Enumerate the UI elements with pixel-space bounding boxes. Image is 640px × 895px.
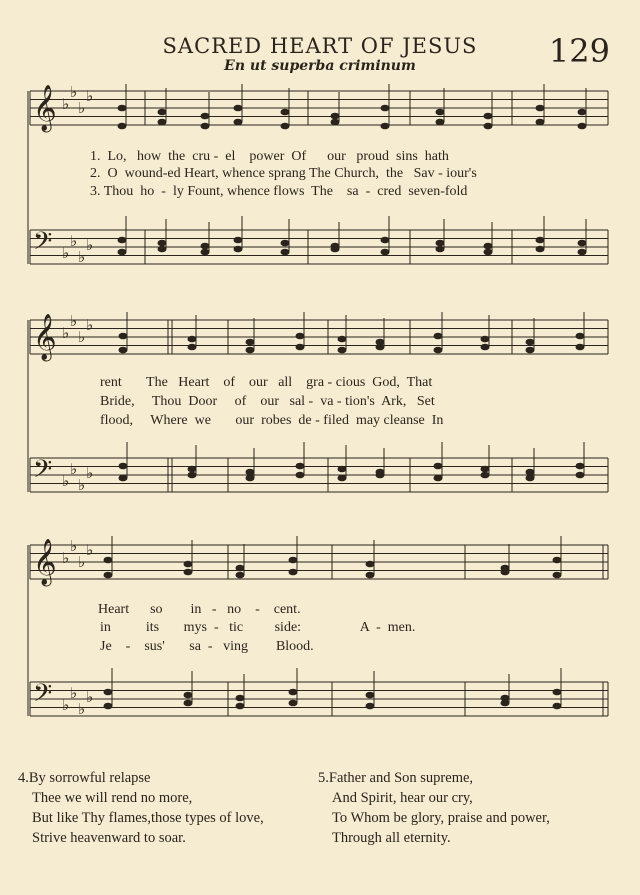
- notehead: [436, 119, 445, 126]
- lyric-line: 1. Lo, how the cru - el power Of our proud sins hath: [90, 149, 449, 164]
- notehead: [434, 347, 443, 354]
- flat-icon: ♭: [86, 87, 94, 105]
- notehead: [553, 689, 562, 696]
- notehead: [158, 119, 167, 126]
- notehead: [576, 333, 585, 340]
- notehead: [246, 347, 255, 354]
- notehead: [296, 472, 305, 479]
- notehead: [289, 700, 298, 707]
- flat-icon: ♭: [78, 476, 86, 494]
- verse-line: But like Thy flames,those types of love,: [32, 810, 264, 826]
- notehead: [331, 113, 340, 120]
- flat-icon: ♭: [62, 549, 70, 567]
- notehead: [553, 557, 562, 564]
- verse-4: [18, 768, 264, 848]
- notehead: [434, 463, 443, 470]
- notehead: [436, 109, 445, 116]
- notehead: [234, 237, 243, 244]
- notehead: [338, 475, 347, 482]
- notehead: [188, 336, 197, 343]
- notehead: [526, 475, 535, 482]
- notehead: [104, 572, 113, 579]
- notehead: [576, 472, 585, 479]
- notehead: [184, 569, 193, 576]
- notehead: [331, 246, 340, 253]
- notehead: [436, 240, 445, 247]
- notehead: [576, 463, 585, 470]
- page-number: 129: [548, 32, 610, 70]
- notehead: [381, 123, 390, 130]
- flat-icon: ♭: [62, 244, 70, 262]
- notehead: [201, 113, 210, 120]
- verse-line: 5.Father and Son supreme,: [318, 770, 474, 786]
- notehead: [188, 344, 197, 351]
- flat-icon: ♭: [62, 472, 70, 490]
- verse-5: [318, 768, 550, 848]
- notehead: [536, 105, 545, 112]
- flat-icon: ♭: [62, 95, 70, 113]
- flat-icon: ♭: [70, 83, 78, 101]
- notehead: [553, 703, 562, 710]
- notehead: [536, 119, 545, 126]
- notehead: [526, 339, 535, 346]
- notehead: [436, 246, 445, 253]
- notehead: [578, 249, 587, 256]
- notehead: [281, 123, 290, 130]
- notehead: [296, 463, 305, 470]
- flat-icon: ♭: [78, 700, 86, 718]
- notehead: [188, 472, 197, 479]
- flat-icon: ♭: [70, 232, 78, 250]
- notehead: [281, 240, 290, 247]
- verse-line: 4.By sorrowful relapse: [18, 770, 151, 786]
- notehead: [184, 561, 193, 568]
- notehead: [481, 472, 490, 479]
- treble-clef-icon: 𝄞: [33, 314, 57, 360]
- notehead: [119, 347, 128, 354]
- notehead: [434, 475, 443, 482]
- notehead: [576, 344, 585, 351]
- lyric-line: Heart so in - no - cent.: [98, 602, 301, 617]
- notehead: [119, 333, 128, 340]
- notehead: [104, 703, 113, 710]
- notehead: [118, 237, 127, 244]
- notehead: [234, 105, 243, 112]
- lyric-line: rent The Heart of our all gra - cious God, That: [100, 375, 433, 390]
- notehead: [104, 557, 113, 564]
- notehead: [201, 243, 210, 250]
- notehead: [234, 119, 243, 126]
- notehead: [366, 572, 375, 579]
- notehead: [234, 246, 243, 253]
- notehead: [236, 695, 245, 702]
- notehead: [119, 475, 128, 482]
- flat-icon: ♭: [78, 248, 86, 266]
- notehead: [484, 113, 493, 120]
- flat-icon: ♭: [86, 464, 94, 482]
- flat-icon: ♭: [86, 316, 94, 334]
- flat-icon: ♭: [86, 236, 94, 254]
- notehead: [158, 246, 167, 253]
- lyric-line: 3. Thou ho - ly Fount, whence flows The sa - cred seven-fold: [90, 184, 468, 199]
- notehead: [118, 105, 127, 112]
- bass-clef-icon: 𝄢: [33, 679, 53, 714]
- lyric-line: 2. O wound-ed Heart, whence sprang The Church, the Sav - iour's: [90, 166, 477, 181]
- notehead: [376, 344, 385, 351]
- notehead: [236, 572, 245, 579]
- notehead: [536, 246, 545, 253]
- bass-clef-icon: 𝄢: [33, 455, 53, 490]
- treble-clef-icon: 𝄞: [33, 85, 57, 131]
- notehead: [381, 105, 390, 112]
- treble-clef-icon: 𝄞: [33, 539, 57, 585]
- notehead: [366, 561, 375, 568]
- notehead: [289, 569, 298, 576]
- flat-icon: ♭: [86, 688, 94, 706]
- flat-icon: ♭: [86, 541, 94, 559]
- notehead: [296, 344, 305, 351]
- notehead: [481, 344, 490, 351]
- lyric-line: Je - sus' sa - ving Blood.: [100, 639, 314, 654]
- flat-icon: ♭: [62, 696, 70, 714]
- notehead: [104, 689, 113, 696]
- verse-line: Through all eternity.: [332, 830, 451, 846]
- notehead: [289, 557, 298, 564]
- notehead: [246, 475, 255, 482]
- notehead: [158, 109, 167, 116]
- notehead: [501, 569, 510, 576]
- notehead: [381, 249, 390, 256]
- verse-line: And Spirit, hear our cry,: [332, 790, 473, 806]
- verse-line: To Whom be glory, praise and power,: [332, 810, 550, 826]
- notehead: [484, 249, 493, 256]
- notehead: [119, 463, 128, 470]
- notehead: [338, 347, 347, 354]
- flat-icon: ♭: [70, 460, 78, 478]
- notehead: [434, 333, 443, 340]
- flat-icon: ♭: [78, 553, 86, 571]
- flat-icon: ♭: [62, 324, 70, 342]
- notehead: [338, 466, 347, 473]
- lyric-line: Bride, Thou Door of our sal - va - tion's Ark, Set: [100, 394, 435, 409]
- notehead: [481, 336, 490, 343]
- notehead: [289, 689, 298, 696]
- flat-icon: ♭: [70, 684, 78, 702]
- notehead: [246, 469, 255, 476]
- notehead: [118, 123, 127, 130]
- notehead: [536, 237, 545, 244]
- notehead: [201, 123, 210, 130]
- notehead: [158, 240, 167, 247]
- notehead: [296, 333, 305, 340]
- flat-icon: ♭: [70, 312, 78, 330]
- notehead: [246, 339, 255, 346]
- notehead: [578, 123, 587, 130]
- notehead: [236, 703, 245, 710]
- notehead: [578, 109, 587, 116]
- notehead: [184, 700, 193, 707]
- flat-icon: ♭: [78, 328, 86, 346]
- notehead: [578, 240, 587, 247]
- notehead: [188, 466, 197, 473]
- flat-icon: ♭: [78, 99, 86, 117]
- verse-line: Strive heavenward to soar.: [32, 830, 186, 846]
- hymn-subtitle: En ut superba criminum: [224, 58, 416, 74]
- hymn-title: SACRED HEART OF JESUS: [162, 34, 478, 58]
- notehead: [118, 249, 127, 256]
- verse-line: Thee we will rend no more,: [32, 790, 193, 806]
- notehead: [366, 703, 375, 710]
- notehead: [376, 472, 385, 479]
- bass-clef-icon: 𝄢: [33, 227, 53, 262]
- notehead: [184, 692, 193, 699]
- flat-icon: ♭: [70, 537, 78, 555]
- notehead: [366, 692, 375, 699]
- notehead: [481, 466, 490, 473]
- notehead: [381, 237, 390, 244]
- notehead: [281, 109, 290, 116]
- notehead: [484, 123, 493, 130]
- lyric-line: flood, Where we our robes de - filed may cleanse In: [100, 413, 444, 428]
- notehead: [553, 572, 562, 579]
- notehead: [331, 119, 340, 126]
- notehead: [201, 249, 210, 256]
- notehead: [236, 565, 245, 572]
- notehead: [281, 249, 290, 256]
- notehead: [338, 336, 347, 343]
- notehead: [526, 469, 535, 476]
- notehead: [484, 243, 493, 250]
- notehead: [501, 700, 510, 707]
- lyric-line: in its mys - tic side: A - men.: [100, 620, 416, 635]
- notehead: [526, 347, 535, 354]
